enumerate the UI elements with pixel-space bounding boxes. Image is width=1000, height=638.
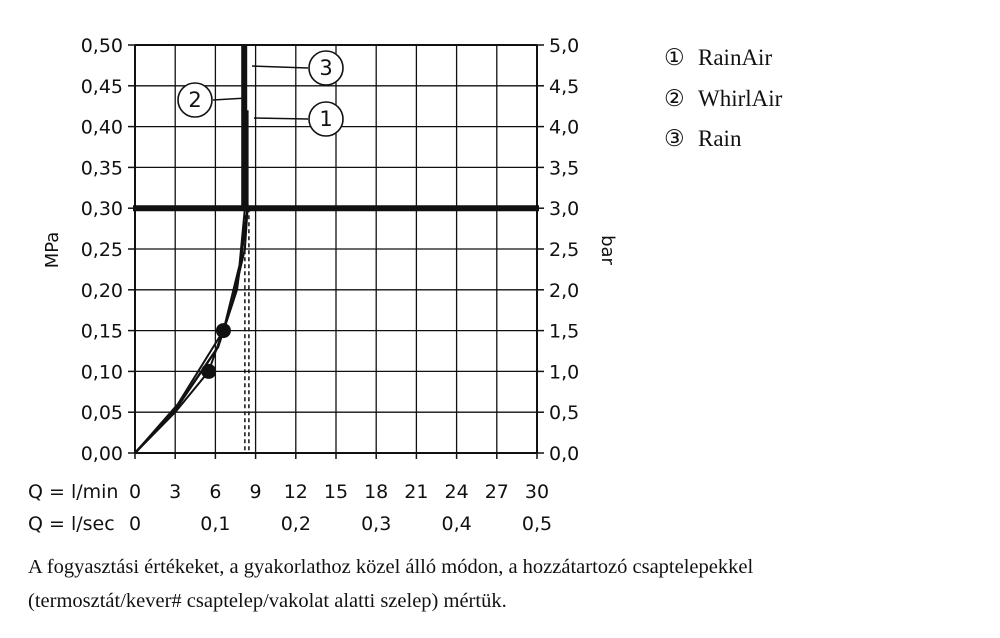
- y-tick-label-left: 0,25: [80, 239, 123, 261]
- x-tick-label-min: 6: [209, 481, 222, 503]
- callout-rain-leader: [252, 66, 308, 68]
- y-tick-label-left: 0,30: [80, 198, 123, 221]
- x-tick-label-sec: 0,4: [441, 513, 472, 535]
- legend-label: Rain: [698, 126, 742, 151]
- caption-line-2: (termosztát/kever# csaptelep/vakolat alatti szelep) mértük.: [28, 590, 507, 612]
- x-tick-label-min: 24: [444, 481, 469, 503]
- y-tick-label-left: 0,45: [80, 75, 123, 98]
- y-tick-label-left: 0,40: [80, 116, 123, 139]
- y-tick-label-left: 0,00: [80, 443, 123, 465]
- y-tick-label-right: 5,0: [549, 35, 580, 57]
- y-tick-label-left: 0,15: [80, 320, 123, 343]
- legend-item-whirlair: [664, 86, 783, 111]
- legend-item-rain: [664, 126, 742, 151]
- legend-symbol: ③: [664, 126, 685, 151]
- x-tick-label-min: 30: [524, 481, 550, 503]
- y-tick-label-right: 3,0: [549, 198, 580, 221]
- x-axis-label-min: Q = l/min: [28, 481, 119, 503]
- x-tick-label-min: 27: [484, 481, 509, 503]
- x-tick-label-min: 15: [323, 481, 349, 503]
- y-tick-label-right: 1,5: [549, 320, 580, 343]
- y-tick-label-left: 0,35: [80, 157, 123, 180]
- legend-symbol: ①: [664, 45, 685, 70]
- x-tick-label-min: 21: [404, 481, 429, 503]
- y-tick-label-right: 1,0: [549, 361, 580, 384]
- x-tick-label-min: 0: [128, 481, 142, 503]
- y-tick-label-right: 2,5: [549, 239, 580, 261]
- y-axis-label-left: MPa: [42, 231, 63, 269]
- y-tick-label-left: 0,05: [80, 402, 123, 425]
- legend-label: RainAir: [698, 45, 773, 70]
- y-tick-label-right: 2,0: [549, 279, 580, 302]
- callout-rain-label: 3: [319, 56, 333, 80]
- x-tick-label-sec: 0,2: [280, 513, 311, 535]
- y-tick-label-right: 0,5: [549, 402, 580, 425]
- y-tick-label-right: 3,5: [549, 157, 580, 180]
- legend-item-rainair: [664, 45, 772, 70]
- y-tick-label-left: 0,20: [80, 279, 123, 302]
- x-axis-label-sec: Q = l/sec: [28, 513, 115, 535]
- callout-rainair-label: 1: [319, 107, 333, 131]
- series-line-whirlair: [135, 86, 245, 453]
- x-tick-label-min: 3: [169, 481, 182, 503]
- x-tick-label-min: 9: [249, 481, 262, 503]
- x-tick-label-sec: 0,1: [200, 513, 231, 535]
- x-tick-label-min: 18: [364, 481, 389, 503]
- legend-label: WhirlAir: [698, 86, 783, 111]
- caption-line-1: A fogyasztási értékeket, a gyakorlathoz közel álló módon, a hozzátartozó csaptelepekkel: [28, 556, 754, 578]
- y-tick-label-right: 4,0: [549, 116, 580, 139]
- x-tick-label-sec: 0,5: [521, 513, 553, 535]
- x-tick-label-min: 12: [283, 481, 308, 503]
- y-axis-label-right: bar: [597, 235, 618, 265]
- x-tick-label-sec: 0: [128, 513, 142, 535]
- y-tick-label-left: 0,50: [80, 35, 123, 57]
- y-tick-label-right: 0,0: [549, 443, 580, 465]
- x-tick-label-sec: 0,3: [361, 513, 392, 535]
- series-line-rainair: [135, 110, 248, 453]
- y-tick-label-left: 0,10: [80, 361, 123, 384]
- callout-whirlair-label: 2: [188, 88, 202, 112]
- legend-symbol: ②: [664, 86, 685, 111]
- callout-rainair-leader: [254, 118, 308, 119]
- series-marker-rainair: [201, 364, 216, 379]
- y-tick-label-right: 4,5: [549, 75, 580, 98]
- legend: [664, 45, 783, 151]
